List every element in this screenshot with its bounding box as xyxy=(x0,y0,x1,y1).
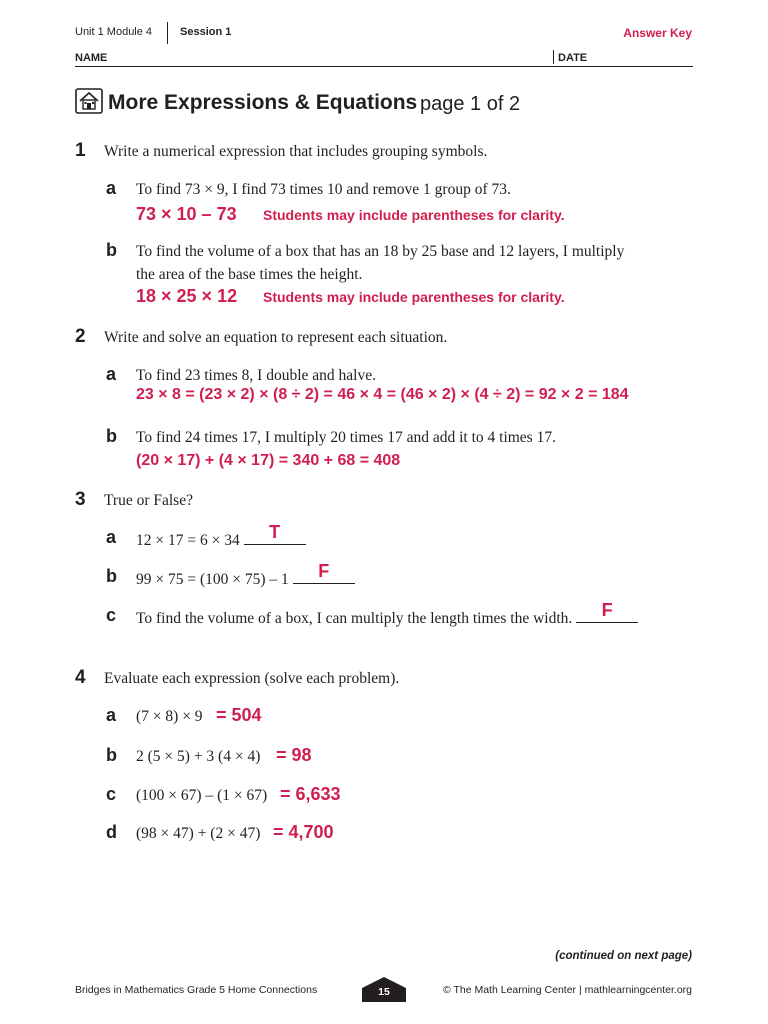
q4b-text: 2 (5 × 5) + 3 (4 × 4) xyxy=(136,748,261,765)
date-label: DATE xyxy=(558,52,588,64)
question-4-prompt: Evaluate each expression (solve each problem). xyxy=(104,670,400,687)
q4b-label: b xyxy=(106,745,117,765)
q2b-text: To find 24 times 17, I multiply 20 times 17 and add it to 4 times 17. xyxy=(136,429,556,446)
q1b-text-line1: To find the volume of a box that has an 18 by 25 base and 12 layers, I multiply xyxy=(136,243,625,260)
q4a-text: (7 × 8) × 9 xyxy=(136,708,203,725)
footer-left-text: Bridges in Mathematics Grade 5 Home Connections xyxy=(75,984,318,996)
q3c-answer-blank[interactable] xyxy=(576,600,638,623)
q1a-answer: 73 × 10 – 73 xyxy=(136,204,237,224)
page-number: 15 xyxy=(378,986,390,998)
q3a-answer: T xyxy=(269,522,281,542)
q4d-label: d xyxy=(106,822,117,842)
q1a-text: To find 73 × 9, I find 73 times 10 and remove 1 group of 73. xyxy=(136,181,511,198)
unit-module-label: Unit 1 Module 4 xyxy=(75,26,153,38)
name-label: NAME xyxy=(75,52,108,64)
q3a-text: 12 × 17 = 6 × 34 xyxy=(136,532,240,549)
header-divider xyxy=(167,22,168,44)
q3c-text: To find the volume of a box, I can multiply the length times the width. xyxy=(136,610,573,627)
q1a-note: Students may include parentheses for clarity. xyxy=(263,207,565,223)
q3c-statement xyxy=(136,600,638,628)
q3c-label: c xyxy=(106,605,117,625)
q2a-answer: 23 × 8 = (23 × 2) × (8 ÷ 2) = 46 × 4 = (46 × 2) × (4 ÷ 2) = 92 × 2 = 184 xyxy=(136,386,629,403)
q3c-answer: F xyxy=(601,600,613,620)
continued-note: (continued on next page) xyxy=(555,950,692,962)
question-1-prompt: Write a numerical expression that includes grouping symbols. xyxy=(104,143,488,160)
question-2-prompt: Write and solve an equation to represent each situation. xyxy=(104,329,448,346)
q3b-text: 99 × 75 = (100 × 75) – 1 xyxy=(136,571,289,588)
q1a-label: a xyxy=(106,178,117,198)
name-date-line xyxy=(75,66,693,67)
session-label: Session 1 xyxy=(180,26,232,38)
q3b-label: b xyxy=(106,566,117,586)
q3a-label: a xyxy=(106,527,117,547)
answer-key-label: Answer Key xyxy=(623,26,692,40)
q4b-answer: = 98 xyxy=(276,745,312,765)
question-4-number: 4 xyxy=(75,667,86,688)
q1b-answer: 18 × 25 × 12 xyxy=(136,286,238,306)
page-title: More Expressions & Equations xyxy=(108,91,418,114)
q2a-label: a xyxy=(106,364,117,384)
q4c-answer: = 6,633 xyxy=(280,784,341,804)
q3b-statement xyxy=(136,561,355,589)
q3b-answer: F xyxy=(318,561,330,581)
q2b-label: b xyxy=(106,426,117,446)
q4d-text: (98 × 47) + (2 × 47) xyxy=(136,825,261,842)
page-of-label: page 1 of 2 xyxy=(420,93,521,115)
question-3-number: 3 xyxy=(75,489,86,510)
q4a-label: a xyxy=(106,705,117,725)
q3a-answer-blank[interactable] xyxy=(244,522,306,545)
q4c-text: (100 × 67) – (1 × 67) xyxy=(136,787,268,804)
footer-right-text: © The Math Learning Center | mathlearningcenter.org xyxy=(443,984,692,996)
q2b-answer: (20 × 17) + (4 × 17) = 340 + 68 = 408 xyxy=(136,452,401,469)
q2a-text: To find 23 times 8, I double and halve. xyxy=(136,367,376,384)
question-2-number: 2 xyxy=(75,326,86,347)
q4d-answer: = 4,700 xyxy=(273,822,334,842)
q4c-label: c xyxy=(106,784,117,804)
q3a-statement xyxy=(136,522,306,550)
q1b-text-line2: the area of the base times the height. xyxy=(136,266,363,283)
date-divider xyxy=(553,50,554,64)
home-connections-icon xyxy=(75,88,103,114)
q1b-note: Students may include parentheses for clarity. xyxy=(263,289,565,305)
q4a-answer: = 504 xyxy=(216,705,262,725)
q3b-answer-blank[interactable] xyxy=(293,561,355,584)
question-3-prompt: True or False? xyxy=(104,492,193,509)
question-1-number: 1 xyxy=(75,140,86,161)
q1b-label: b xyxy=(106,240,117,260)
